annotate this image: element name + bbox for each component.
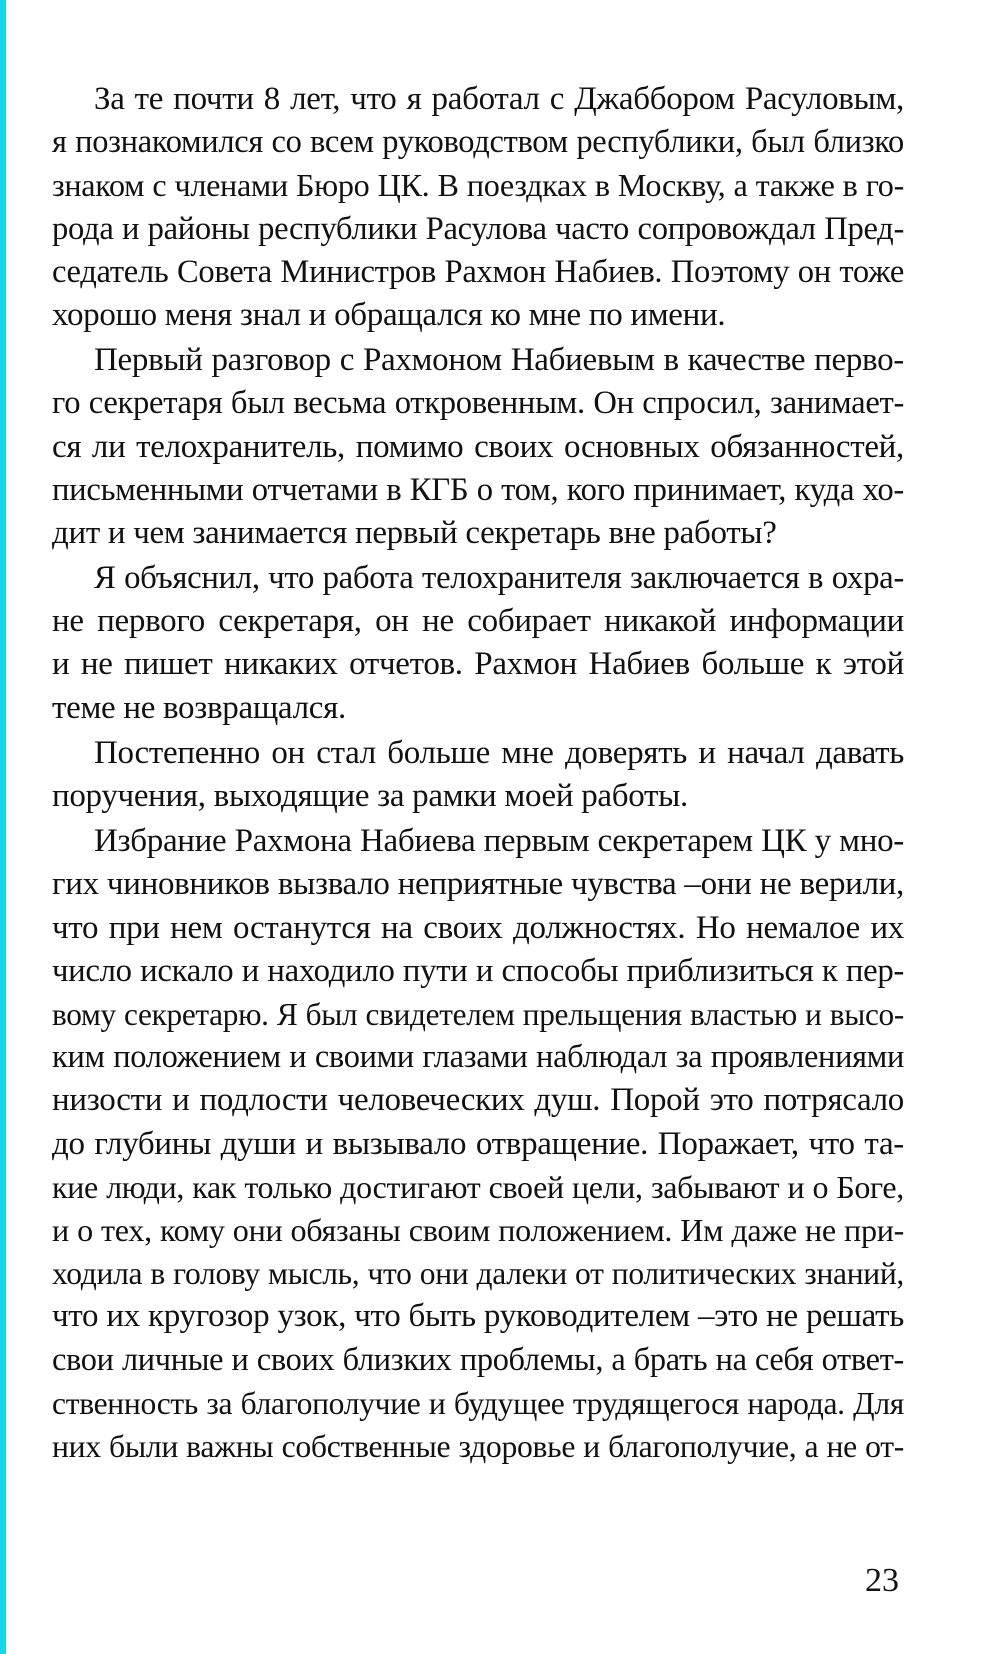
text-line: них были важны собственные здоровье и благополучие, а не от- — [52, 1428, 904, 1464]
text-line: поручения, выходящие за рамки моей работы. — [52, 778, 688, 814]
text-line: дит и чем занимается первый секретарь вне работы? — [52, 514, 777, 551]
paragraph-4 — [52, 732, 904, 818]
text-line: число искало и находило пути и способы приблизиться к пер- — [52, 952, 904, 989]
text-line: хорошо меня знал и обращался ко мне по имени. — [52, 296, 726, 333]
text-line: теме не возвращался. — [52, 689, 346, 726]
scan-edge — [0, 0, 6, 1654]
paragraph-5 — [52, 820, 904, 1468]
paragraph-2 — [52, 339, 904, 555]
text-line: ходила в голову мысль, что они далеки от политических знаний, — [52, 1256, 904, 1292]
text-line: и не пишет никаких отчетов. Рахмон Набиев больше к этой — [52, 646, 904, 683]
text-line: до глубины души и вызывало отвращение. Поражает, что та- — [52, 1125, 904, 1162]
text-line: низости и подлости человеческих душ. Порой это потрясало — [52, 1082, 904, 1119]
text-line: что их кругозор узок, что быть руководителем –это не решать — [52, 1298, 904, 1335]
text-line: и о тех, кому они обязаны своим положением. Им даже не при- — [52, 1211, 904, 1248]
text-line: ким положением и своими глазами наблюдал за проявлениями — [52, 1039, 904, 1076]
text-line: седатель Совета Министров Рахмон Набиев. Поэтому он тоже — [52, 253, 904, 290]
text-line: свои личные и своих близких проблемы, а брать на себя ответ- — [52, 1341, 904, 1378]
body-text — [52, 78, 904, 1468]
text-line: не первого секретаря, он не собирает никакой информации — [52, 603, 904, 640]
paragraph-3 — [52, 557, 904, 730]
text-line: ственность за благополучие и будущее трудящегося народа. Для — [52, 1385, 904, 1421]
text-line: Избрание Рахмона Набиева первым секретарем ЦК у мно- — [94, 823, 904, 860]
text-line: гих чиновников вызвало неприятные чувства –они не верили, — [52, 866, 904, 903]
text-line: рода и районы республики Расулова часто сопровождал Пред- — [52, 210, 904, 247]
text-line: Первый разговор с Рахмоном Набиевым в качестве перво- — [94, 342, 904, 379]
page-number: 23 — [865, 1562, 899, 1599]
text-line: я познакомился со всем руководством республики, был близко — [52, 124, 904, 161]
text-line: кие люди, как только достигают своей цели, забывают и о Боге, — [52, 1169, 904, 1205]
text-line: го секретаря был весьма откровенным. Он спросил, занимает- — [52, 385, 904, 422]
text-line: Постепенно он стал больше мне доверять и начал давать — [94, 734, 904, 771]
text-line: письменными отчетами в КГБ о том, кого принимает, куда хо- — [52, 471, 904, 508]
text-line: что при нем останутся на своих должностях. Но немалое их — [52, 909, 904, 946]
text-line: Я объяснил, что работа телохранителя заключается в охра- — [94, 560, 904, 597]
text-line: знаком с членами Бюро ЦК. В поездках в Москву, а также в го- — [52, 167, 904, 204]
text-line: вому секретарю. Я был свидетелем прельщения властью и высо- — [52, 996, 904, 1032]
paragraph-1 — [52, 78, 904, 337]
text-line: ся ли телохранитель, помимо своих основных обязанностей, — [52, 428, 904, 465]
text-line: За те почти 8 лет, что я работал с Джаббором Расуловым, — [94, 81, 904, 117]
